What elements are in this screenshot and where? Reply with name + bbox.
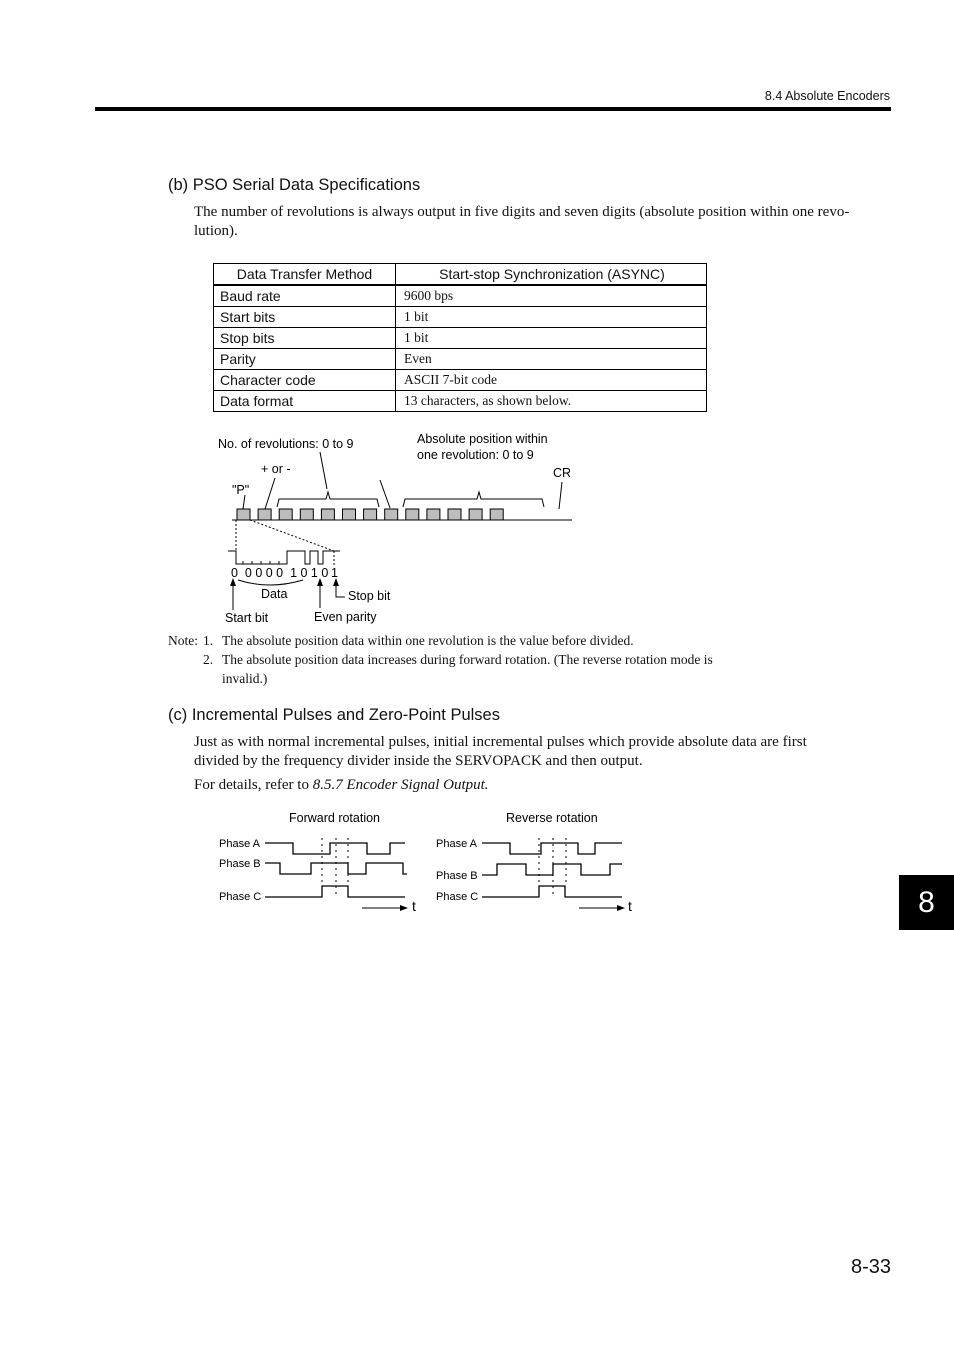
bit-waveform	[228, 551, 340, 564]
intro-line-2: lution).	[194, 223, 238, 239]
table-cell-value: ASCII 7-bit code	[396, 370, 707, 391]
sign-label: + or -	[261, 462, 291, 476]
table-cell-label: Parity	[214, 349, 396, 370]
revolutions-pointer	[320, 452, 327, 489]
section-c-heading: (c) Incremental Pulses and Zero-Point Pulses	[168, 706, 500, 724]
abs-position-label-1: Absolute position within	[417, 432, 548, 446]
forward-rotation-waveforms	[219, 838, 416, 914]
forward-phase-a-label: Phase A	[219, 838, 260, 850]
para-1-line-2: divided by the frequency divider inside the SERVOPACK and then output.	[194, 753, 643, 769]
table-cell-label: Start bits	[214, 307, 396, 328]
encoder-signal-output-reference[interactable]: 8.5.7 Encoder Signal Output.	[312, 777, 489, 793]
note-2-line-2: invalid.)	[222, 671, 268, 686]
bit-values: 0 0 0 0 0 1 0 1 0	[231, 566, 329, 580]
table-cell-value: 9600 bps	[396, 285, 707, 307]
character-box	[364, 509, 377, 520]
note-2-number: 2.	[203, 652, 214, 667]
p-pointer	[243, 495, 245, 509]
note-1: The absolute position data within one revolution is the value before divided.	[222, 633, 634, 648]
note-1-number: 1.	[203, 633, 214, 648]
table-cell-label: Baud rate	[214, 285, 396, 307]
reverse-phase-c-wave	[482, 886, 622, 897]
pulse-diagram	[0, 800, 954, 920]
even-parity-label: Even parity	[314, 610, 377, 624]
forward-phase-c-label: Phase C	[219, 891, 262, 903]
character-box	[490, 509, 503, 520]
data-label: Data	[261, 587, 288, 601]
table-header-cell: Start-stop Synchronization (ASYNC)	[396, 264, 707, 286]
character-box	[448, 509, 461, 520]
serial-frame-diagram	[0, 0, 954, 640]
table-cell-label: Character code	[214, 370, 396, 391]
note-prefix: Note:	[168, 633, 198, 648]
expand-right-line	[250, 520, 334, 551]
forward-time-label: t	[412, 898, 416, 914]
reverse-phase-b-wave	[482, 864, 622, 875]
character-box	[469, 509, 482, 520]
section-c-paragraph-2	[194, 776, 489, 795]
character-box	[258, 509, 271, 520]
revolutions-label: No. of revolutions: 0 to 9	[218, 437, 354, 451]
character-box	[237, 509, 250, 520]
table-cell-value: 1 bit	[396, 328, 707, 349]
running-header: 8.4 Absolute Encoders	[764, 89, 890, 103]
table-cell-value: 1 bit	[396, 307, 707, 328]
reverse-phase-a-label: Phase A	[436, 838, 477, 850]
revolutions-pointer-2	[380, 480, 390, 508]
reverse-phase-c-label: Phase C	[436, 891, 479, 903]
table-header-cell: Data Transfer Method	[214, 264, 396, 286]
table-cell-label: Stop bits	[214, 328, 396, 349]
section-b-heading: (b) PSO Serial Data Specifications	[168, 176, 421, 194]
stop-value: 1	[331, 566, 338, 580]
stop-bit-label: Stop bit	[348, 589, 391, 603]
note-2-line-1: The absolute position data increases during forward rotation. (The reverse rotation mode is	[222, 652, 713, 667]
character-box	[406, 509, 419, 520]
para-2-prefix: For details, refer to	[194, 777, 313, 793]
character-box	[279, 509, 292, 520]
sign-pointer	[265, 478, 275, 509]
character-box	[427, 509, 440, 520]
chapter-tab[interactable]: 8	[899, 875, 954, 930]
cr-pointer	[559, 482, 562, 509]
intro-line-1: The number of revolutions is always output in five digits and seven digits (absolute position within one revo-	[194, 204, 850, 220]
note-2	[222, 650, 713, 688]
forward-phase-b-label: Phase B	[219, 858, 261, 870]
table-cell-label: Data format	[214, 391, 396, 412]
page-number: 8-33	[850, 1256, 891, 1278]
section-c-paragraph-1	[194, 733, 807, 771]
start-bit-label: Start bit	[225, 611, 269, 625]
abs-position-brace	[403, 492, 544, 507]
reverse-rotation-waveforms	[436, 838, 632, 914]
forward-rotation-title: Forward rotation	[289, 811, 381, 825]
abs-position-label-2: one revolution: 0 to 9	[417, 448, 534, 462]
table-cell-value: 13 characters, as shown below.	[396, 391, 707, 412]
character-box	[343, 509, 356, 520]
reverse-phase-a-wave	[482, 843, 622, 854]
cr-label: CR	[553, 466, 572, 480]
reverse-rotation-title: Reverse rotation	[506, 811, 598, 825]
table-cell-value: Even	[396, 349, 707, 370]
p-label: "P"	[232, 483, 250, 497]
para-1-line-1: Just as with normal incremental pulses, initial incremental pulses which provide absolute data are first	[194, 734, 807, 750]
character-boxes	[237, 509, 503, 520]
data-brace	[238, 580, 303, 585]
character-box	[300, 509, 313, 520]
forward-phase-a-wave	[265, 843, 405, 854]
reverse-phase-b-label: Phase B	[436, 870, 478, 882]
reverse-time-label: t	[628, 898, 632, 914]
revolutions-brace	[277, 492, 379, 507]
forward-phase-c-wave	[265, 886, 405, 897]
character-box	[385, 509, 398, 520]
character-box	[321, 509, 334, 520]
